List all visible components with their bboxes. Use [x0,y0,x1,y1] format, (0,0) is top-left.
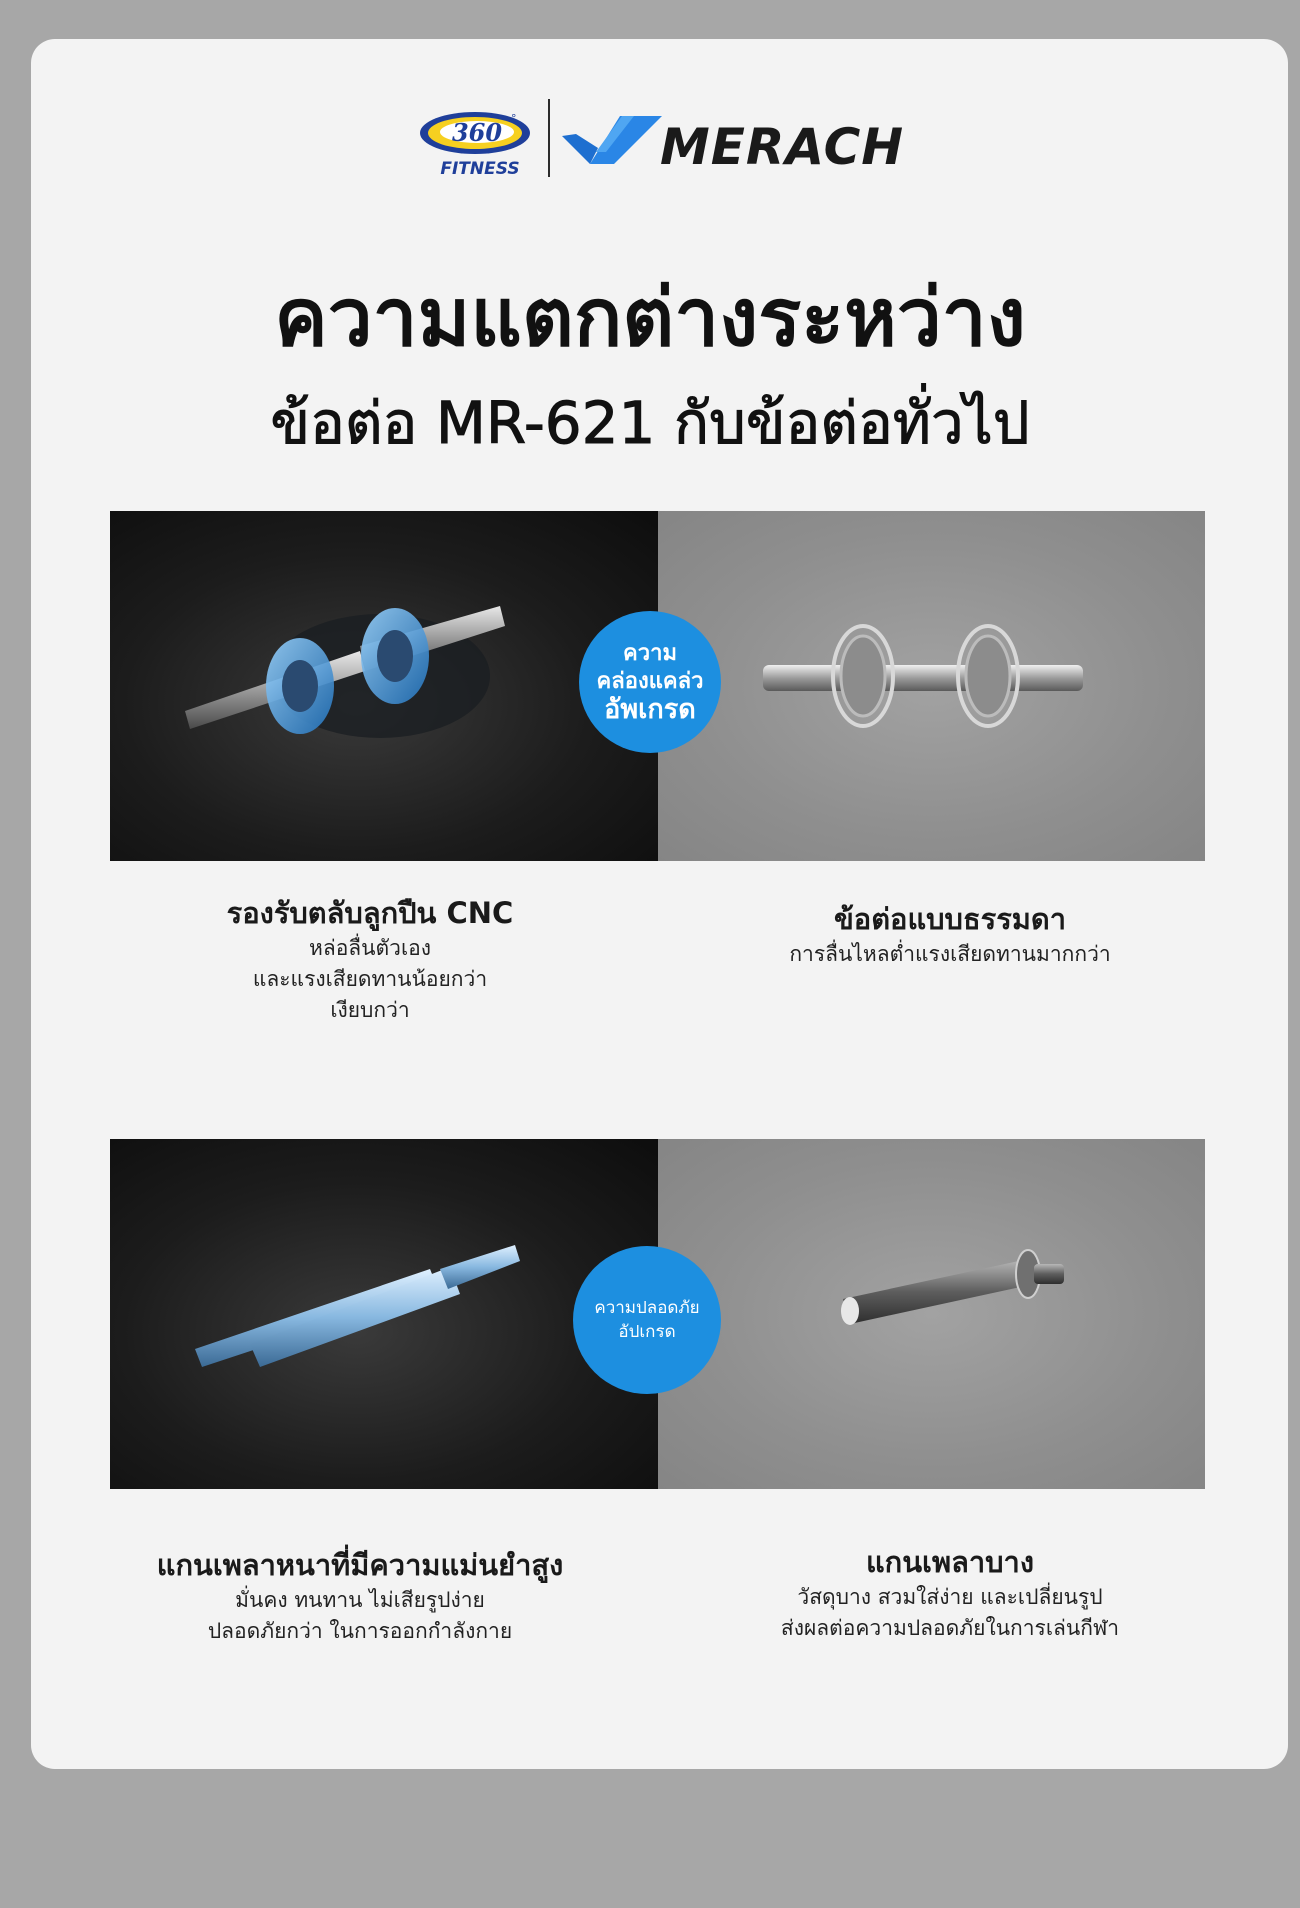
thick-shaft-caption [110,1545,610,1647]
caption-heading: แกนเพลาบาง [865,1545,1034,1579]
caption-line: มั่นคง ทนทาน ไม่เสียรูปง่าย [235,1588,485,1612]
logo-divider [548,99,550,177]
caption-heading: รองรับตลับลูกปืน CNC [226,896,514,930]
caption-line: วัสดุบาง สวมใส่ง่าย และเปลี่ยนรูป [797,1585,1103,1609]
fitness-360-logo [415,104,545,184]
thin-shaft-image [838,1244,1068,1334]
badge-line: คล่องแคล่ว [596,669,704,694]
caption-line: ส่งผลต่อความปลอดภัยในการเล่นกีฬา [780,1616,1120,1640]
merach-check-icon [560,112,664,170]
caption-line: และแรงเสียดทานน้อยกว่า [252,967,488,991]
ordinary-bearing-panel [658,511,1205,861]
agility-upgrade-badge [579,611,721,753]
safety-upgrade-badge [573,1246,721,1394]
page-subtitle: ข้อต่อ MR-621 กับข้อต่อทั่วไป [270,389,1030,457]
fitness-360-number: 360 [451,118,503,147]
caption-line: การลื่นไหลต่ำแรงเสียดทานมากกว่า [789,942,1111,966]
thin-shaft-panel [658,1139,1205,1489]
page-title: ความแตกต่างระหว่าง [274,271,1026,364]
badge-line: ความ [623,641,677,666]
caption-line: หล่อลื่นตัวเอง [308,936,432,960]
badge-line: ความปลอดภัย [594,1298,700,1318]
fitness-word: FITNESS [440,159,520,179]
merach-logo-text: MERACH [660,118,905,176]
caption-heading: ข้อต่อแบบธรรมดา [833,902,1067,936]
ordinary-bearing-caption [720,899,1180,970]
cnc-bearing-shaft-image [180,601,510,771]
cnc-bearing-caption [140,893,600,1026]
badge-line: อัปเกรด [618,1322,676,1342]
badge-line: อัพเกรด [604,694,696,725]
cnc-bearing-panel [110,511,658,861]
fitness-degree-mark: ° [511,112,517,125]
caption-line: ปลอดภัยกว่า ในการออกกำลังกาย [207,1619,513,1643]
caption-heading: แกนเพลาหนาที่มีความแม่นยำสูง [156,1548,564,1582]
thick-shaft-image [190,1239,520,1379]
thin-shaft-caption [710,1542,1190,1644]
caption-line: เงียบกว่า [330,998,410,1022]
ordinary-bearing-shaft-image [758,621,1088,731]
